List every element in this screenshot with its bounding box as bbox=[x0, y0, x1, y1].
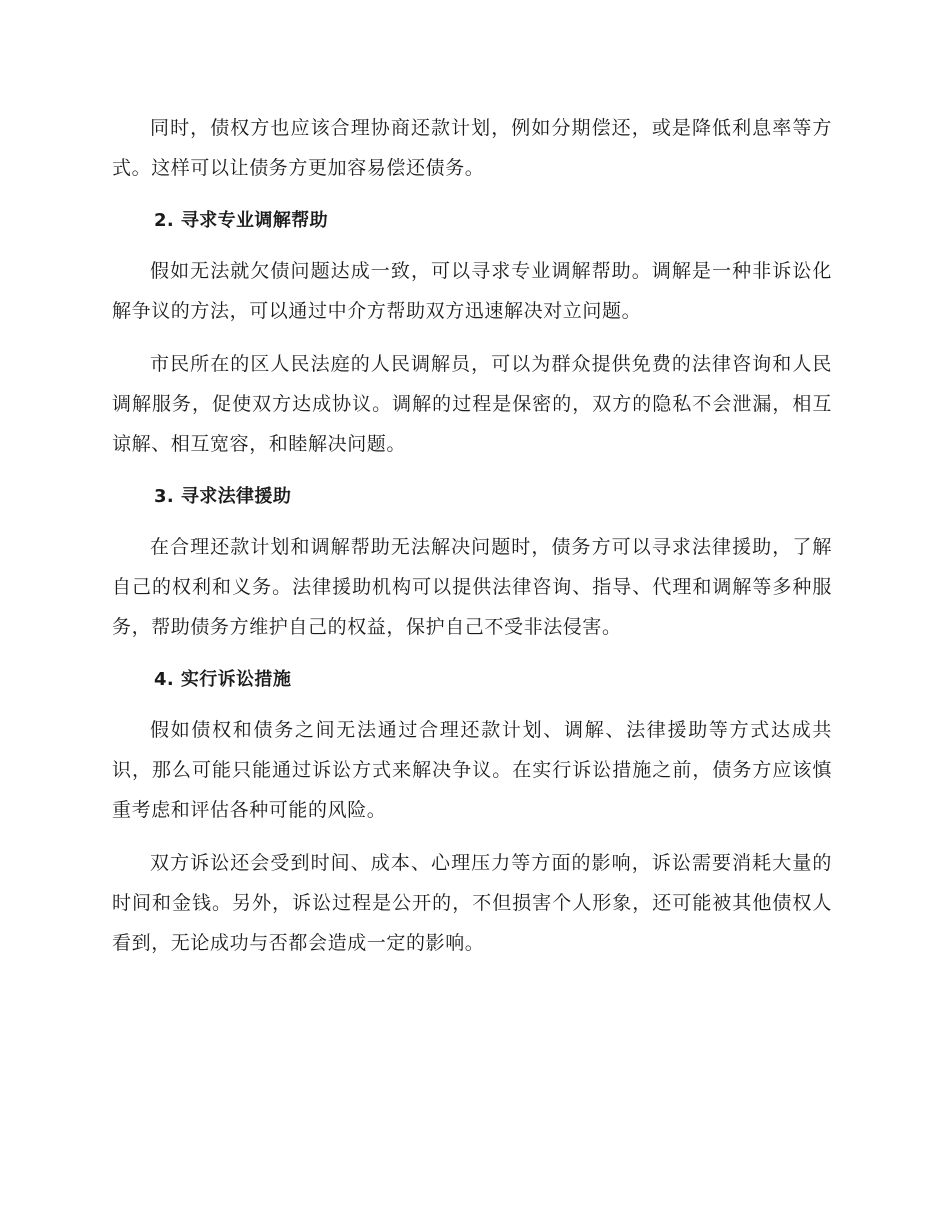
paragraph-litigation-intro: 假如债权和债务之间无法通过合理还款计划、调解、法律援助等方式达成共识，那么可能只能通过诉讼方式来解决争议。在实行诉讼措施之前，债务方应该慎重考虑和评估各种可能的风险。 bbox=[112, 719, 832, 821]
paragraph-mediation-intro: 假如无法就欠债问题达成一致，可以寻求专业调解帮助。调解是一种非诉讼化解争议的方法，可以通过中介方帮助双方迅速解决对立问题。 bbox=[112, 260, 832, 322]
document-body bbox=[112, 108, 832, 976]
paragraph-litigation-impact: 双方诉讼还会受到时间、成本、心理压力等方面的影响，诉讼需要消耗大量的时间和金钱。另外，诉讼过程是公开的，不但损害个人形象，还可能被其他债权人看到，无论成功与否都会造成一定的影响。 bbox=[112, 852, 832, 954]
paragraph-mediation-court: 市民所在的区人民法庭的人民调解员，可以为群众提供免费的法律咨询和人民调解服务，促使双方达成协议。调解的过程是保密的，双方的隐私不会泄漏，相互谅解、相互宽容，和睦解决问题。 bbox=[112, 353, 832, 455]
paragraph-legal-aid: 在合理还款计划和调解帮助无法解决问题时，债务方可以寻求法律援助，了解自己的权利和义务。法律援助机构可以提供法律咨询、指导、代理和调解等多种服务，帮助债务方维护自己的权益，保护自己不受非法侵害。 bbox=[112, 536, 832, 638]
section-heading-mediation: 2. 寻求专业调解帮助 bbox=[154, 210, 329, 231]
paragraph-repayment-plan: 同时，债权方也应该合理协商还款计划，例如分期偿还，或是降低利息率等方式。这样可以让债务方更加容易偿还债务。 bbox=[112, 117, 832, 179]
section-heading-litigation: 4. 实行诉讼措施 bbox=[154, 669, 292, 690]
section-heading-legal-aid: 3. 寻求法律援助 bbox=[154, 486, 292, 507]
